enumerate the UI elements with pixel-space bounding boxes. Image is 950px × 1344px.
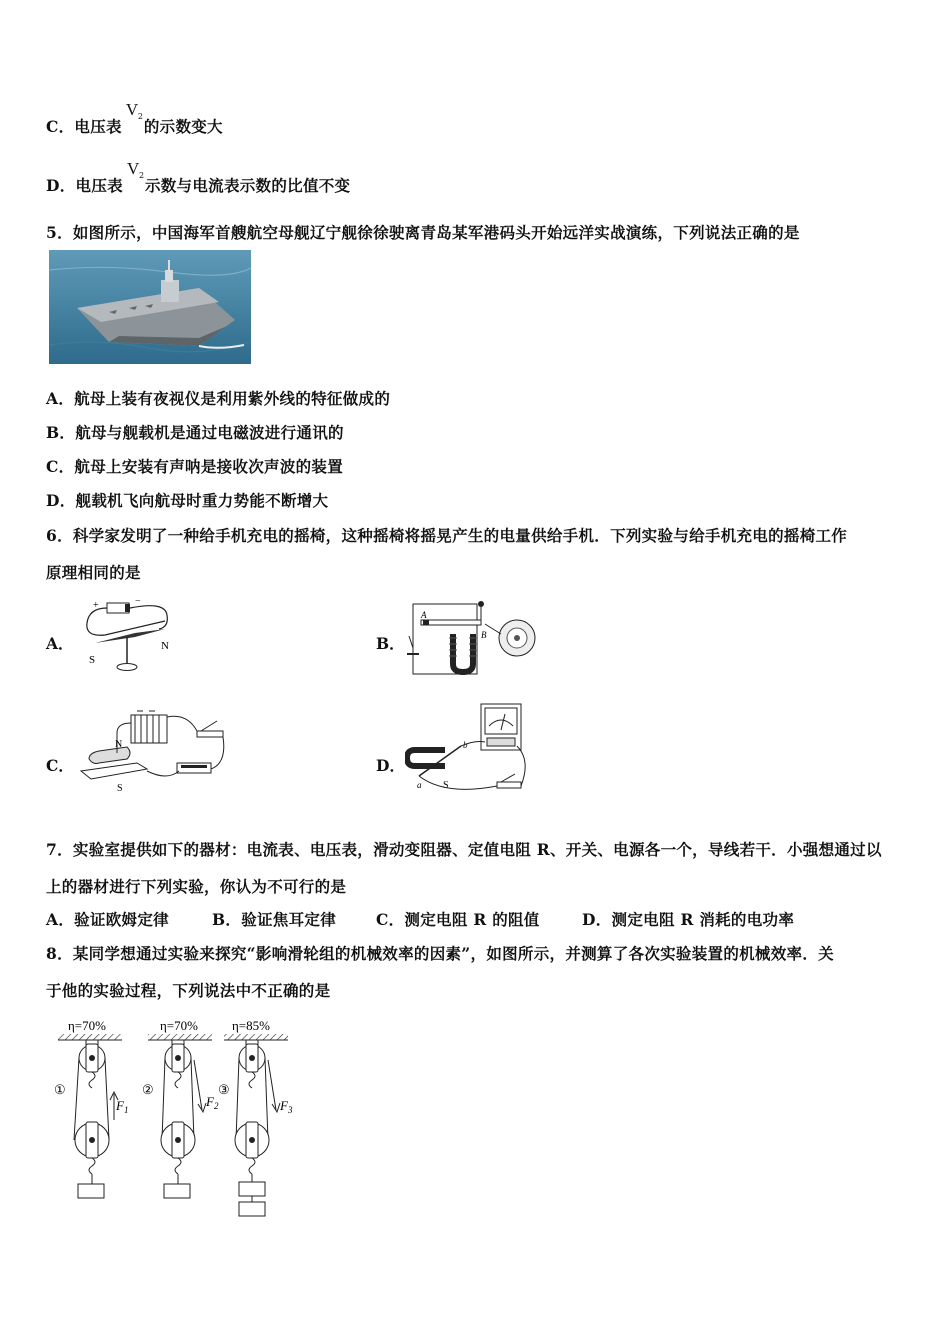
- q6-label-a: A．: [46, 634, 74, 653]
- south-pole-label: S: [117, 783, 123, 794]
- q4-option-d-suffix: 示数与电流表示数的比值不变: [144, 176, 351, 195]
- q4-option-c: [46, 100, 223, 137]
- voltmeter-v2-symbol: V 2: [126, 159, 145, 180]
- pulley-setup-2: [142, 1018, 219, 1198]
- q7-option-a: A．验证欧姆定律: [46, 910, 169, 929]
- q8-stem-line2: 于他的实验过程，下列说法中不正确的是: [46, 981, 331, 1000]
- voltmeter-v2-symbol: V 2: [125, 100, 144, 121]
- q5-option-b: B．航母与舰载机是通过电磁波进行通讯的: [46, 423, 344, 442]
- setup-number-2: ②: [142, 1082, 154, 1097]
- contact-b-label: B: [481, 630, 487, 640]
- force-label-2: $F_2$: [206, 1094, 219, 1111]
- q7-option-d: D．测定电阻 R 消耗的电功率: [582, 910, 795, 929]
- efficiency-label-1: η=70%: [68, 1018, 106, 1033]
- q6-label-b: B．: [376, 634, 405, 653]
- q4-option-d-prefix: D．电压表: [46, 176, 123, 195]
- q6-label-d: D．: [376, 756, 405, 775]
- q6-figure-b-electric-bell: [405, 596, 543, 678]
- pulley-setup-1: [54, 1018, 128, 1198]
- q6-figure-d-electromagnetic-induction: [405, 700, 535, 796]
- force-label-1: $F_1$: [116, 1098, 129, 1115]
- q4-option-c-suffix: 的示数变大: [143, 117, 223, 136]
- south-pole-label: S: [89, 654, 96, 666]
- q5-option-c: C．航母上安装有声呐是接收次声波的装置: [46, 457, 344, 476]
- q7-option-c: C．测定电阻 R 的阻值: [376, 910, 540, 929]
- rod-end-b-label: b: [463, 740, 468, 750]
- q7-stem-line2: 上的器材进行下列实验，你认为不可行的是: [46, 877, 347, 896]
- q4-option-c-prefix: C．电压表: [46, 117, 122, 136]
- q7-option-b: B．验证焦耳定律: [212, 910, 337, 929]
- minus-sign: −: [135, 596, 141, 607]
- q8-stem-line1: 8．某同学想通过实验来探究“影响滑轮组的机械效率的因素”，如图所示，并测算了各次实验装置的机械效率．关: [46, 944, 834, 963]
- q6-figure-c-motor-principle: [77, 703, 227, 795]
- q5-option-d: D．舰载机飞向航母时重力势能不断增大: [46, 491, 329, 510]
- setup-number-3: ③: [218, 1082, 230, 1097]
- contact-a-label: A: [421, 610, 427, 620]
- q4-option-d: [46, 159, 351, 196]
- q5-stem: 5．如图所示，中国海军首艘航空母舰辽宁舰徐徐驶离青岛某军港码头开始远洋实战演练，下列说法正确的是: [46, 223, 800, 242]
- q6-figure-a-oersted: [75, 593, 180, 681]
- pulley-setup-3: [218, 1018, 293, 1216]
- efficiency-label-3: η=85%: [232, 1018, 270, 1033]
- q7-stem-line1: 7．实验室提供如下的器材：电流表、电压表，滑动变阻器、定值电阻 R、开关、电源各一个，导线若干．小强想通过以: [46, 840, 882, 859]
- north-pole-label: N: [161, 640, 169, 652]
- plus-sign: +: [93, 600, 99, 611]
- south-pole-label: S: [443, 780, 449, 791]
- north-pole-label: N: [115, 739, 123, 750]
- aircraft-carrier-photo: [49, 250, 251, 364]
- rod-end-a-label: a: [417, 780, 422, 790]
- q6-stem-line1: 6．科学家发明了一种给手机充电的摇椅，这种摇椅将摇晃产生的电量供给手机．下列实验与给手机充电的摇椅工作: [46, 526, 848, 545]
- force-label-3: $F_3$: [280, 1098, 293, 1115]
- q6-label-c: C．: [46, 756, 74, 775]
- q8-pulley-systems-figure: [48, 1014, 318, 1224]
- efficiency-label-2: η=70%: [160, 1018, 198, 1033]
- q5-option-a: A．航母上装有夜视仪是利用紫外线的特征做成的: [46, 389, 391, 408]
- q6-stem-line2: 原理相同的是: [46, 563, 141, 582]
- setup-number-1: ①: [54, 1082, 66, 1097]
